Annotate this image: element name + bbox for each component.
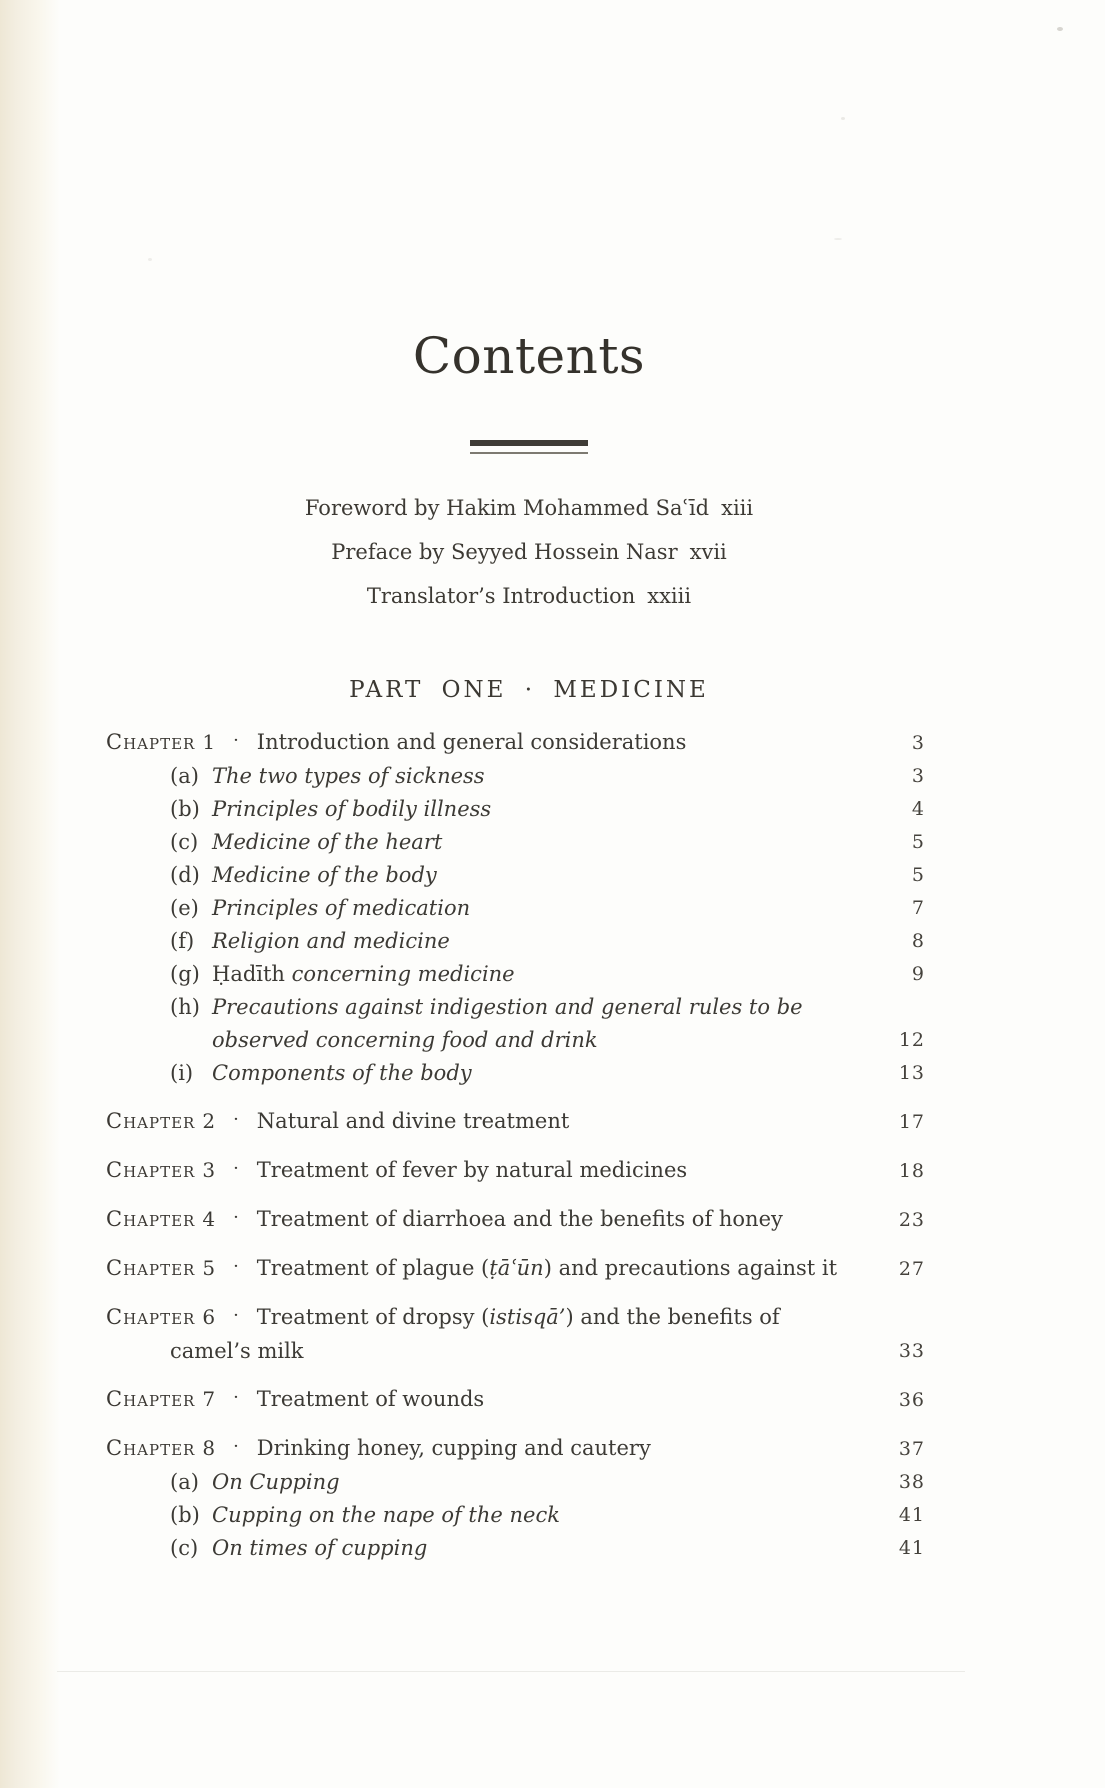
scan-speck <box>841 117 845 120</box>
title-segment: Treatment of wounds <box>256 1387 485 1411</box>
page-number: 38 <box>898 1471 925 1493</box>
toc-subentry-row <box>106 958 925 991</box>
toc-entry-text <box>106 859 867 892</box>
subentry-tag: (e) <box>170 896 199 920</box>
toc-subentry-row <box>106 1057 925 1090</box>
title-segment: ) and precautions against it <box>543 1256 838 1280</box>
subentry-tag: (h) <box>170 995 200 1019</box>
title-segment: Medicine of the heart <box>212 830 443 854</box>
page-number: 3 <box>911 732 925 754</box>
title-segment: Principles of medication <box>212 896 471 920</box>
front-matter-label: Foreword by Hakim Mohammed Saʿīd <box>304 496 710 520</box>
toc-chapter-row <box>106 1301 925 1368</box>
front-matter-label: Translator’s Introduction <box>366 584 636 608</box>
chapter-label: Chapter <box>106 1207 196 1231</box>
title-segment: The two types of sickness <box>212 764 485 788</box>
title-rule-thick <box>470 440 588 446</box>
toc-entry-text <box>106 1499 867 1532</box>
title-segment: Principles of bodily illness <box>212 797 492 821</box>
scan-artifact-line <box>57 1671 965 1672</box>
page-number: 12 <box>898 1029 925 1051</box>
page-edge-shading <box>0 0 62 1788</box>
toc-subentry-row <box>106 1532 925 1565</box>
title-rule <box>106 440 952 454</box>
toc-entry-line <box>106 1466 867 1499</box>
title-segment: Treatment of diarrhoea and the benefits of honey <box>256 1207 783 1231</box>
dot-separator: · <box>233 1207 239 1228</box>
front-matter-page-number: xiii <box>721 496 754 520</box>
subentry-tag: (d) <box>170 863 200 887</box>
toc-subentry-row <box>106 760 925 793</box>
toc-entry-text <box>106 991 867 1057</box>
scan-speck <box>834 238 842 240</box>
toc-chapter-row <box>106 1203 925 1237</box>
toc-subentry-row <box>106 991 925 1057</box>
title-segment: Treatment of plague ( <box>256 1256 490 1280</box>
front-matter-entry <box>106 530 952 574</box>
title-segment: Religion and medicine <box>212 929 450 953</box>
page-number: 41 <box>898 1504 925 1526</box>
title-segment: Treatment of dropsy ( <box>256 1305 490 1329</box>
toc-entry-text <box>106 793 867 826</box>
toc-chapter-row <box>106 1432 925 1466</box>
front-matter-entry <box>106 574 952 618</box>
subentry-tag: (i) <box>170 1061 194 1085</box>
title-rule-thin <box>470 452 588 454</box>
toc-entry-text <box>106 1203 867 1237</box>
front-matter-list <box>106 486 952 618</box>
page-number: 9 <box>911 963 925 985</box>
title-segment: Components of the body <box>212 1061 472 1085</box>
front-matter-entry <box>106 486 952 530</box>
page-number: 37 <box>898 1438 925 1460</box>
toc-entry-line <box>106 826 867 859</box>
page-number: 3 <box>911 765 925 787</box>
toc-entry-line <box>106 1057 867 1090</box>
subentry-tag: (f) <box>170 929 195 953</box>
page-title: Contents <box>412 327 646 385</box>
toc-entry-text <box>106 1252 867 1286</box>
page-number: 23 <box>898 1209 925 1231</box>
chapter-label: Chapter <box>106 1158 196 1182</box>
title-segment: On times of cupping <box>212 1536 428 1560</box>
toc-entry-line <box>106 859 867 892</box>
title-segment: Introduction and general considerations <box>256 730 687 754</box>
toc-entry-text <box>106 892 867 925</box>
toc-entry-continuation <box>106 1335 867 1368</box>
subentry-tag: (c) <box>170 830 199 854</box>
subentry-tag: (a) <box>170 764 199 788</box>
subentry-tag: (b) <box>170 797 200 821</box>
toc-chapter-row <box>106 726 925 760</box>
toc-entry-text <box>106 826 867 859</box>
page-number: 33 <box>898 1340 925 1362</box>
title-segment: istisqā’ <box>489 1305 566 1329</box>
page-number: 27 <box>898 1258 925 1280</box>
page-number: 17 <box>898 1111 925 1133</box>
toc-entry-text <box>106 760 867 793</box>
scan-speck <box>148 258 152 261</box>
toc-subentry-row <box>106 826 925 859</box>
chapter-number: 6 <box>202 1305 216 1329</box>
page-number: 5 <box>911 864 925 886</box>
dot-separator: · <box>233 1109 239 1130</box>
page-number: 41 <box>898 1537 925 1559</box>
title-segment: Medicine of the body <box>212 863 437 887</box>
toc-entry-line <box>106 958 867 991</box>
toc-chapter-row <box>106 1252 925 1286</box>
toc-entry-line <box>106 925 867 958</box>
chapter-number: 5 <box>202 1256 216 1280</box>
chapter-label: Chapter <box>106 1305 196 1329</box>
toc-entry-text <box>106 1432 867 1466</box>
dot-separator: · <box>233 1158 239 1179</box>
chapter-label: Chapter <box>106 1387 196 1411</box>
toc-subentry-row <box>106 925 925 958</box>
chapter-number: 8 <box>202 1436 216 1460</box>
toc-entry-text <box>106 925 867 958</box>
subentry-tag: (g) <box>170 962 200 986</box>
title-segment: Cupping on the nape of the neck <box>212 1503 560 1527</box>
toc-entry-line <box>106 1105 867 1139</box>
toc-chapter-row <box>106 1383 925 1417</box>
front-matter-label: Preface by Seyyed Hossein Nasr <box>331 540 678 564</box>
title-segment: camel’s milk <box>170 1339 304 1363</box>
title-segment: Natural and divine treatment <box>256 1109 570 1133</box>
page-number: 13 <box>898 1062 925 1084</box>
toc-entry-text <box>106 726 867 760</box>
subentry-tag: (a) <box>170 1470 199 1494</box>
toc-entry-text <box>106 1383 867 1417</box>
toc-chapter-row <box>106 1154 925 1188</box>
title-segment: observed concerning food and drink <box>212 1028 598 1052</box>
toc-entry-line <box>106 1383 867 1417</box>
toc-list <box>106 726 925 1565</box>
title-segment: Treatment of fever by natural medicines <box>256 1158 688 1182</box>
toc-entry-text <box>106 1057 867 1090</box>
toc-entry-text <box>106 1105 867 1139</box>
toc-entry-line <box>106 1499 867 1532</box>
toc-entry-text <box>106 1154 867 1188</box>
chapter-number: 3 <box>202 1158 216 1182</box>
dot-separator: · <box>233 1387 239 1408</box>
page-number: 7 <box>911 897 925 919</box>
front-matter-page-number: xvii <box>689 540 727 564</box>
toc-subentry-row <box>106 1499 925 1532</box>
chapter-label: Chapter <box>106 730 196 754</box>
subentry-tag: (b) <box>170 1503 200 1527</box>
chapter-number: 1 <box>202 730 216 754</box>
toc-subentry-row <box>106 793 925 826</box>
toc-entry-line <box>106 726 867 760</box>
toc-entry-text <box>106 1301 867 1368</box>
part-heading: PART ONE · MEDICINE <box>349 677 709 703</box>
toc-entry-line <box>106 1252 867 1286</box>
dot-separator: · <box>233 1256 239 1277</box>
title-segment: concerning medicine <box>291 962 515 986</box>
toc-entry-text <box>106 958 867 991</box>
toc-chapter-row <box>106 1105 925 1139</box>
toc-entry-line <box>106 793 867 826</box>
toc-entry-line <box>106 760 867 793</box>
chapter-label: Chapter <box>106 1256 196 1280</box>
chapter-label: Chapter <box>106 1436 196 1460</box>
title-segment: ṭāʿūn <box>489 1256 544 1280</box>
chapter-number: 7 <box>202 1387 216 1411</box>
page-number: 4 <box>911 798 925 820</box>
toc-entry-line <box>106 1301 867 1335</box>
toc-entry-line <box>106 892 867 925</box>
dot-separator: · <box>233 730 239 751</box>
toc-entry-line <box>106 1532 867 1565</box>
front-matter-page-number: xxiii <box>647 584 692 608</box>
page-number: 5 <box>911 831 925 853</box>
chapter-number: 2 <box>202 1109 216 1133</box>
toc-entry-line <box>106 1432 867 1466</box>
chapter-label: Chapter <box>106 1109 196 1133</box>
toc-subentry-row <box>106 1466 925 1499</box>
dot-separator: · <box>233 1305 239 1326</box>
toc-entry-line <box>106 991 867 1024</box>
page-number: 36 <box>898 1389 925 1411</box>
subentry-tag: (c) <box>170 1536 199 1560</box>
chapter-number: 4 <box>202 1207 216 1231</box>
toc-subentry-row <box>106 892 925 925</box>
toc-entry-line <box>106 1203 867 1237</box>
page-number: 18 <box>898 1160 925 1182</box>
title-segment: On Cupping <box>212 1470 340 1494</box>
title-segment: Drinking honey, cupping and cautery <box>256 1436 651 1460</box>
dot-separator: · <box>233 1436 239 1457</box>
toc-entry-line <box>106 1154 867 1188</box>
toc-entry-continuation <box>106 1024 867 1057</box>
title-segment: ) and the benefits of <box>565 1305 780 1329</box>
toc-entry-text <box>106 1532 867 1565</box>
title-segment: Precautions against indigestion and general rules to be <box>212 995 803 1019</box>
title-segment: Ḥadīth <box>212 962 292 986</box>
scan-speck <box>1057 27 1063 31</box>
toc-subentry-row <box>106 859 925 892</box>
toc-entry-text <box>106 1466 867 1499</box>
page-number: 8 <box>911 930 925 952</box>
